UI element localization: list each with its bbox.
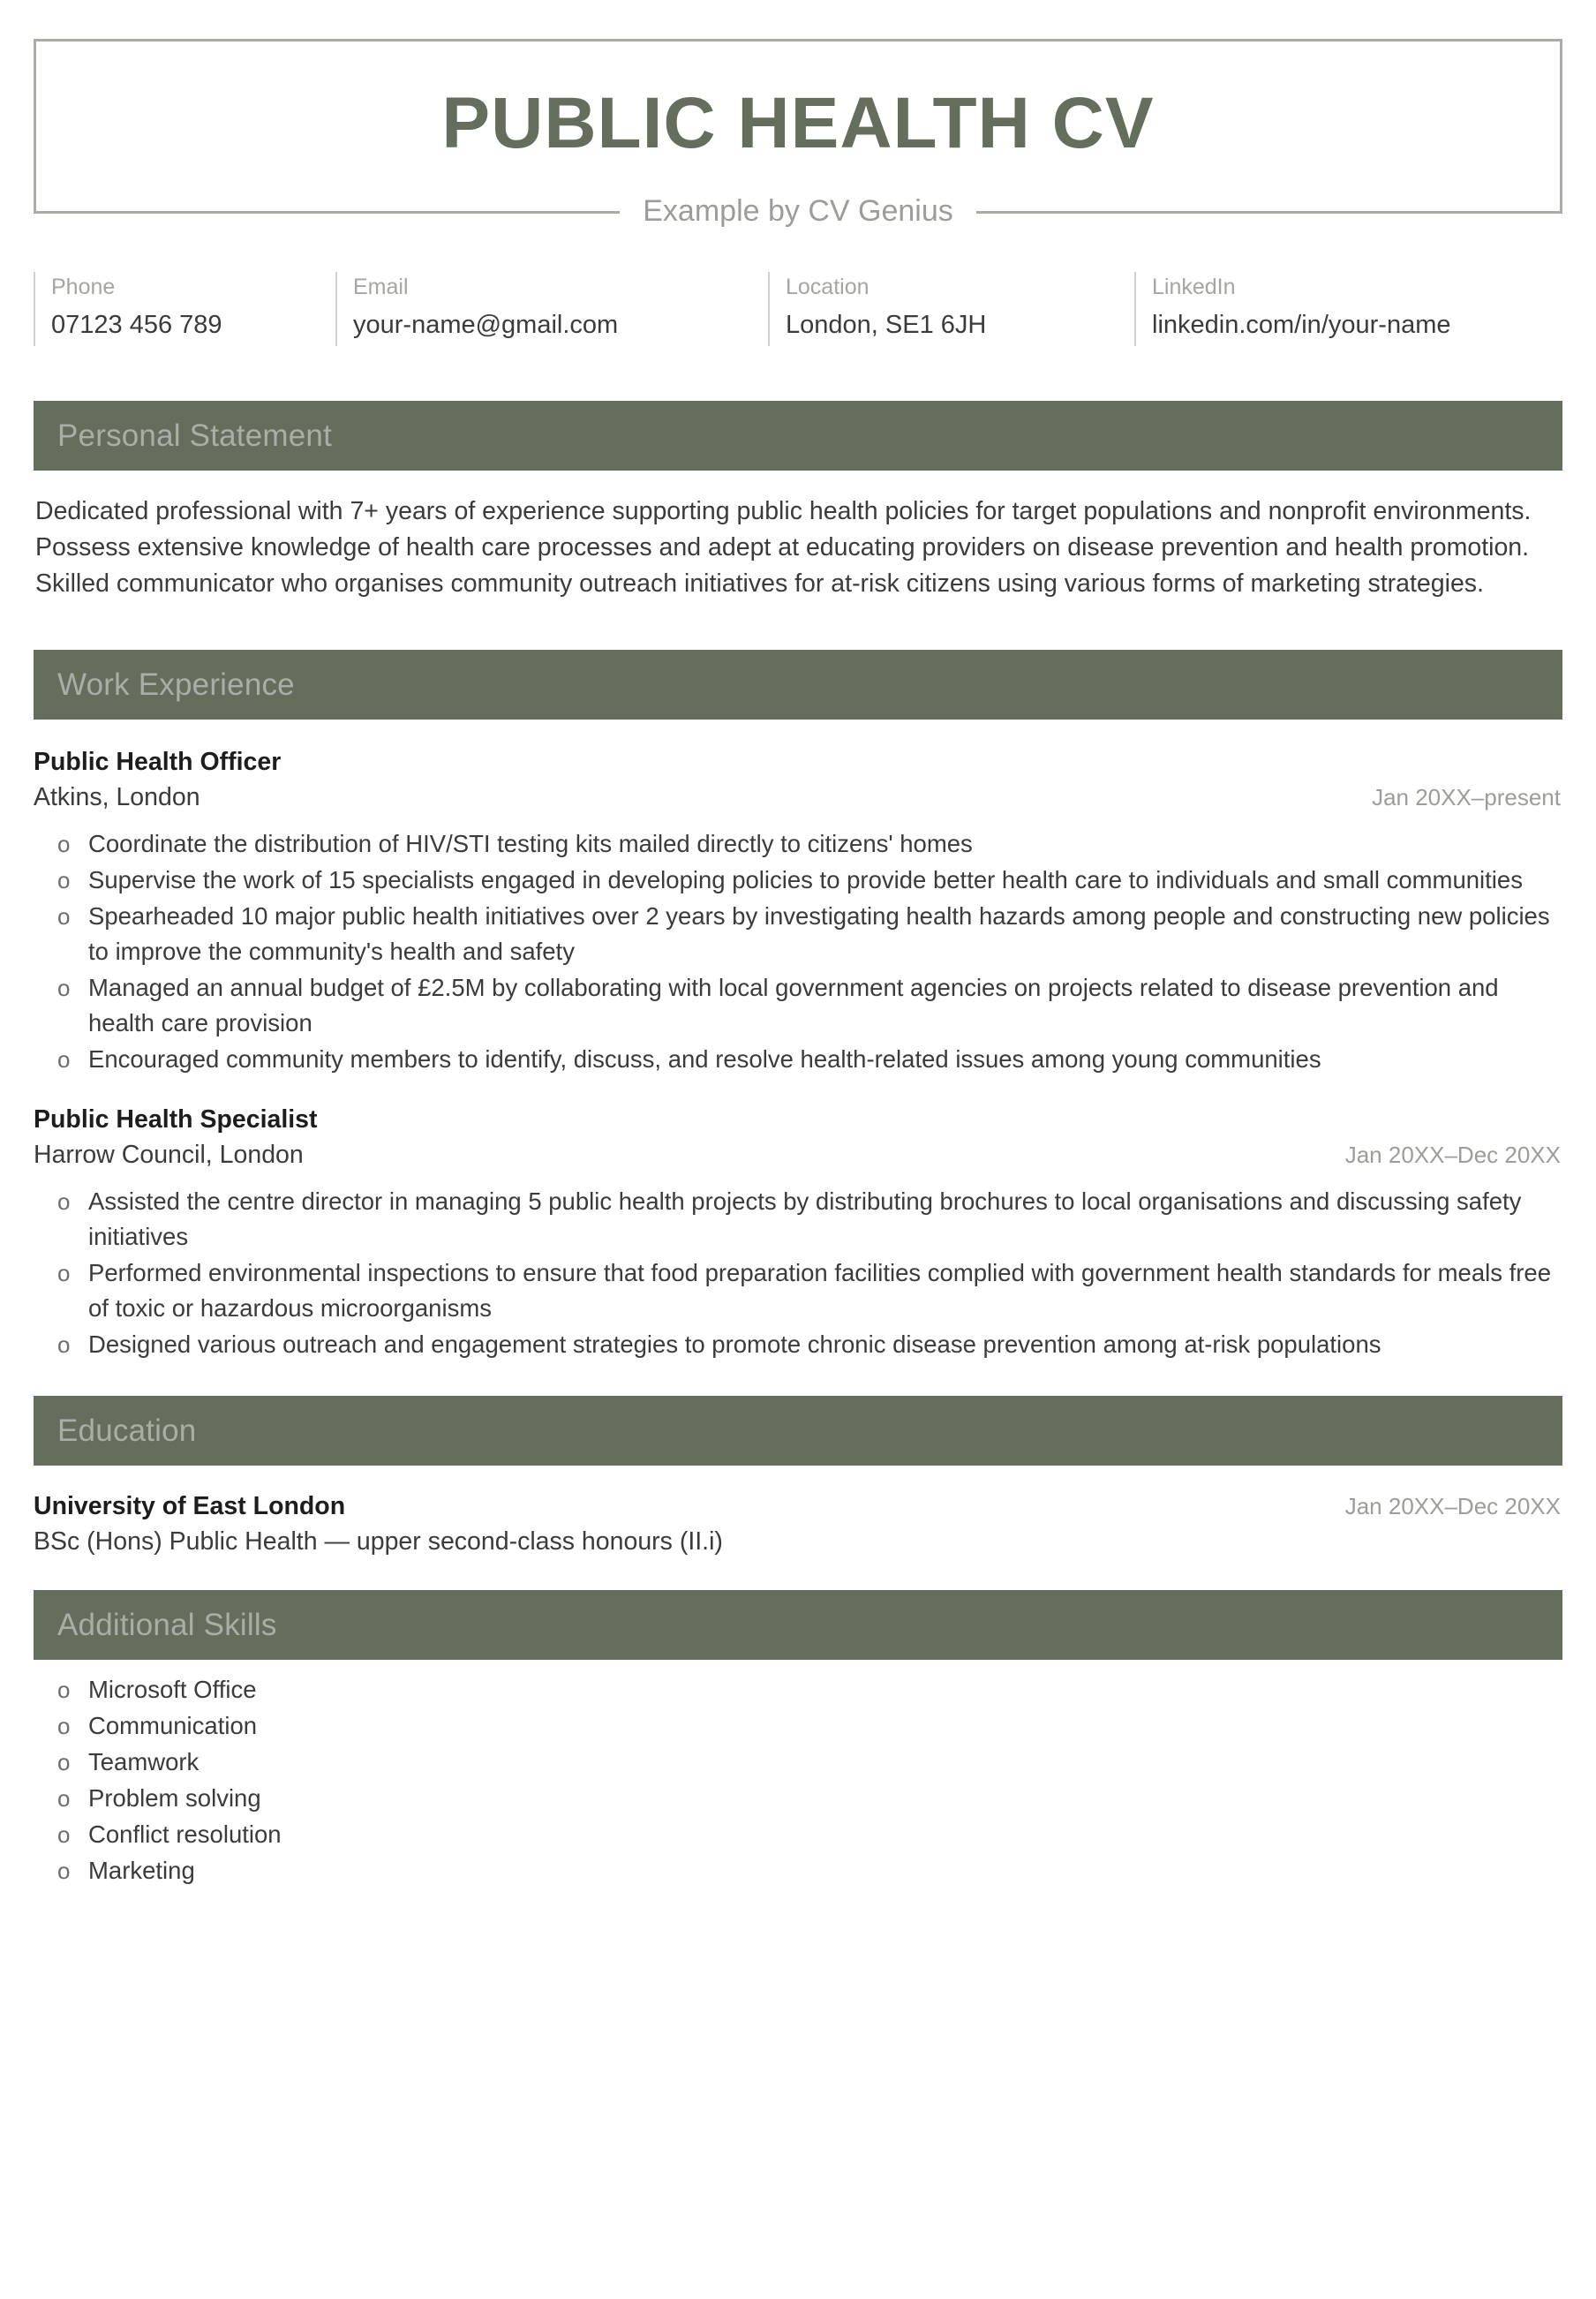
subtitle-rule bbox=[36, 192, 1560, 230]
job-bullet: o Supervise the work of 15 specialists engaged in developing policies to provide better health care to individuals and small communities bbox=[34, 863, 1554, 898]
contact-label-linkedin: LinkedIn bbox=[1152, 275, 1236, 299]
skill-item: o Marketing bbox=[34, 1853, 1554, 1888]
job-bullet: o Managed an annual budget of £2.5M by collaborating with local government agencies on projects related to disease prevention and health care provision bbox=[34, 970, 1554, 1041]
job-dates: Jan 20XX–present bbox=[1372, 784, 1561, 810]
section-education bbox=[34, 1396, 1562, 1559]
job-bullet: o Assisted the centre director in managing 5 public health projects by distributing brochures to local organisations and discussing safety initiatives bbox=[34, 1184, 1554, 1255]
work-entry bbox=[34, 1104, 1562, 1362]
job-company: Harrow Council, London bbox=[34, 1141, 304, 1169]
job-title: Public Health Officer bbox=[34, 748, 282, 776]
section-title-education: Education bbox=[57, 1413, 197, 1448]
skills-list bbox=[34, 1672, 1562, 1888]
section-additional-skills bbox=[34, 1590, 1562, 1888]
section-title-additional-skills: Additional Skills bbox=[57, 1608, 277, 1642]
contact-label-location: Location bbox=[786, 275, 870, 299]
contact-item-location bbox=[768, 272, 1134, 346]
section-personal-statement bbox=[34, 401, 1562, 602]
personal-statement-body: Dedicated professional with 7+ years of experience supporting public health policies for target populations and nonprofit environments. Possess extensive knowledge of health care processes and adept at educating providers on disease prevention and health promotion. Skilled communicator who organises community outreach initiatives for at-risk citizens using various forms of marketing strategies. bbox=[35, 497, 1532, 598]
job-bullet-list bbox=[34, 826, 1562, 1077]
contact-label-email: Email bbox=[353, 275, 409, 299]
job-bullet: o Designed various outreach and engagement strategies to promote chronic disease prevention among at-risk populations bbox=[34, 1327, 1554, 1362]
section-work-experience bbox=[34, 650, 1562, 1362]
contact-value-linkedin[interactable]: linkedin.com/in/your-name bbox=[1152, 311, 1451, 339]
education-school: University of East London bbox=[34, 1492, 346, 1520]
education-degree: BSc (Hons) Public Health — upper second-class honours (II.i) bbox=[34, 1527, 723, 1556]
education-dates: Jan 20XX–Dec 20XX bbox=[1344, 1493, 1561, 1519]
contact-item-email bbox=[335, 272, 768, 346]
contact-item-phone bbox=[34, 272, 335, 346]
contact-label-phone: Phone bbox=[51, 275, 116, 299]
education-entry bbox=[34, 1489, 1562, 1559]
section-title-personal-statement: Personal Statement bbox=[57, 418, 332, 453]
job-dates: Jan 20XX–Dec 20XX bbox=[1344, 1142, 1561, 1168]
skill-item: o Conflict resolution bbox=[34, 1817, 1554, 1852]
section-title-work-experience: Work Experience bbox=[57, 667, 295, 702]
job-bullet: o Performed environmental inspections to ensure that food preparation facilities complied with government health standards for meals free of toxic or hazardous microorganisms bbox=[34, 1255, 1554, 1326]
skill-item: o Teamwork bbox=[34, 1745, 1554, 1780]
job-bullet: o Coordinate the distribution of HIV/STI testing kits mailed directly to citizens' homes bbox=[34, 826, 1554, 862]
page-title: PUBLIC HEALTH CV bbox=[441, 83, 1155, 163]
section-header-personal-statement bbox=[34, 401, 1562, 471]
job-title: Public Health Specialist bbox=[34, 1105, 318, 1134]
job-bullet: o Spearheaded 10 major public health initiatives over 2 years by investigating health hazards among people and constructing new policies to improve the community's health and safety bbox=[34, 899, 1554, 969]
contact-value-email[interactable]: your-name@gmail.com bbox=[353, 311, 619, 339]
cv-header-frame bbox=[34, 39, 1562, 228]
contact-item-linkedin bbox=[1134, 272, 1562, 346]
skill-item: o Microsoft Office bbox=[34, 1672, 1554, 1707]
cv-page bbox=[0, 39, 1596, 2299]
job-bullet: o Encouraged community members to identify, discuss, and resolve health-related issues among young communities bbox=[34, 1042, 1554, 1077]
section-header-work-experience bbox=[34, 650, 1562, 720]
skill-item: o Communication bbox=[34, 1708, 1554, 1744]
job-meta bbox=[34, 780, 1562, 814]
job-company: Atkins, London bbox=[34, 783, 200, 811]
section-header-additional-skills bbox=[34, 1590, 1562, 1660]
section-header-education bbox=[34, 1396, 1562, 1466]
job-meta bbox=[34, 1138, 1562, 1172]
contact-row bbox=[34, 272, 1562, 346]
education-entry-header bbox=[34, 1489, 1562, 1523]
contact-value-location: London, SE1 6JH bbox=[786, 311, 987, 339]
job-bullet-list bbox=[34, 1184, 1562, 1362]
subtitle-text: Example by CV Genius bbox=[620, 192, 976, 230]
work-entry bbox=[34, 746, 1562, 1077]
contact-value-phone[interactable]: 07123 456 789 bbox=[51, 311, 222, 339]
skill-item: o Problem solving bbox=[34, 1781, 1554, 1816]
